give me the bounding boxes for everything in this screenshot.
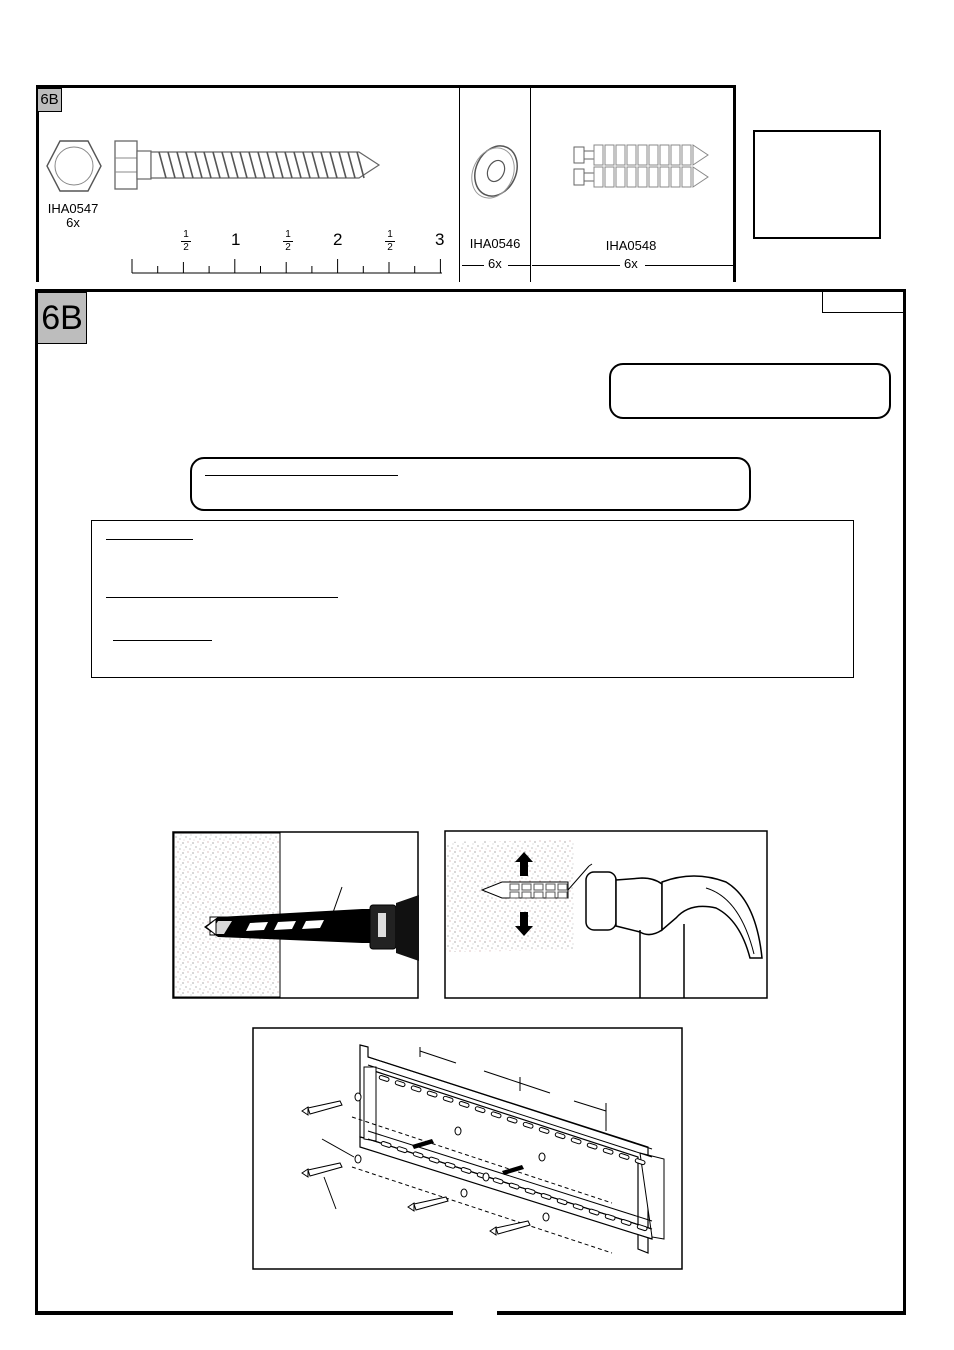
ruler-half-3: 1 2: [385, 230, 395, 253]
drill-hole-illustration: [172, 831, 419, 999]
ruler-half-2: 1 2: [283, 230, 293, 253]
washer-qty: 6x: [488, 256, 502, 271]
parts-panel-left-border: [36, 85, 39, 282]
hex-head-icon: [46, 140, 102, 192]
lag-bolt-qty: 6x: [66, 215, 80, 230]
washer-qty-line-right: [508, 265, 530, 266]
anchor-qty-line-right: [645, 265, 733, 266]
blank-box-top-right: [753, 130, 881, 239]
lag-bolt-icon: [114, 140, 384, 192]
lag-bolt-code: IHA0547: [47, 201, 99, 216]
warning-box: [190, 457, 751, 511]
washer-icon: [472, 143, 520, 199]
ruler-label-1: 1: [231, 230, 241, 249]
anchor-qty: 6x: [624, 256, 638, 271]
main-step-tag: 6B: [37, 292, 87, 344]
instructions-underline-1: [106, 539, 193, 540]
anchor-qty-line-left: [532, 265, 620, 266]
ruler-half-1: 1 2: [181, 230, 191, 253]
parts-panel: [36, 85, 736, 282]
note-box-right: [609, 363, 891, 419]
main-panel-bottom-border-left: [35, 1311, 453, 1315]
instructions-underline-2: [106, 597, 338, 598]
parts-step-tag: 6B: [37, 88, 62, 112]
parts-divider-2: [530, 85, 531, 282]
washer-code: IHA0546: [469, 236, 521, 251]
anchor-code: IHA0548: [605, 238, 657, 253]
wall-anchor-icon: [572, 143, 712, 189]
ruler-label-2: 2: [333, 230, 343, 249]
wall-plate-mounting-illustration: [252, 1027, 683, 1270]
main-panel-bottom-border-right: [497, 1311, 906, 1315]
parts-panel-right-border: [733, 85, 736, 282]
hammer-anchor-illustration: [444, 830, 768, 999]
parts-panel-top-border: [36, 85, 736, 88]
corner-box: [822, 292, 903, 313]
ruler-scale: [132, 255, 452, 275]
instructions-box: [91, 520, 854, 678]
parts-divider-1: [459, 85, 460, 282]
warning-box-underline: [205, 475, 398, 476]
ruler-label-3: 3: [435, 230, 445, 249]
instructions-underline-3: [113, 640, 212, 641]
washer-qty-line-left: [462, 265, 484, 266]
